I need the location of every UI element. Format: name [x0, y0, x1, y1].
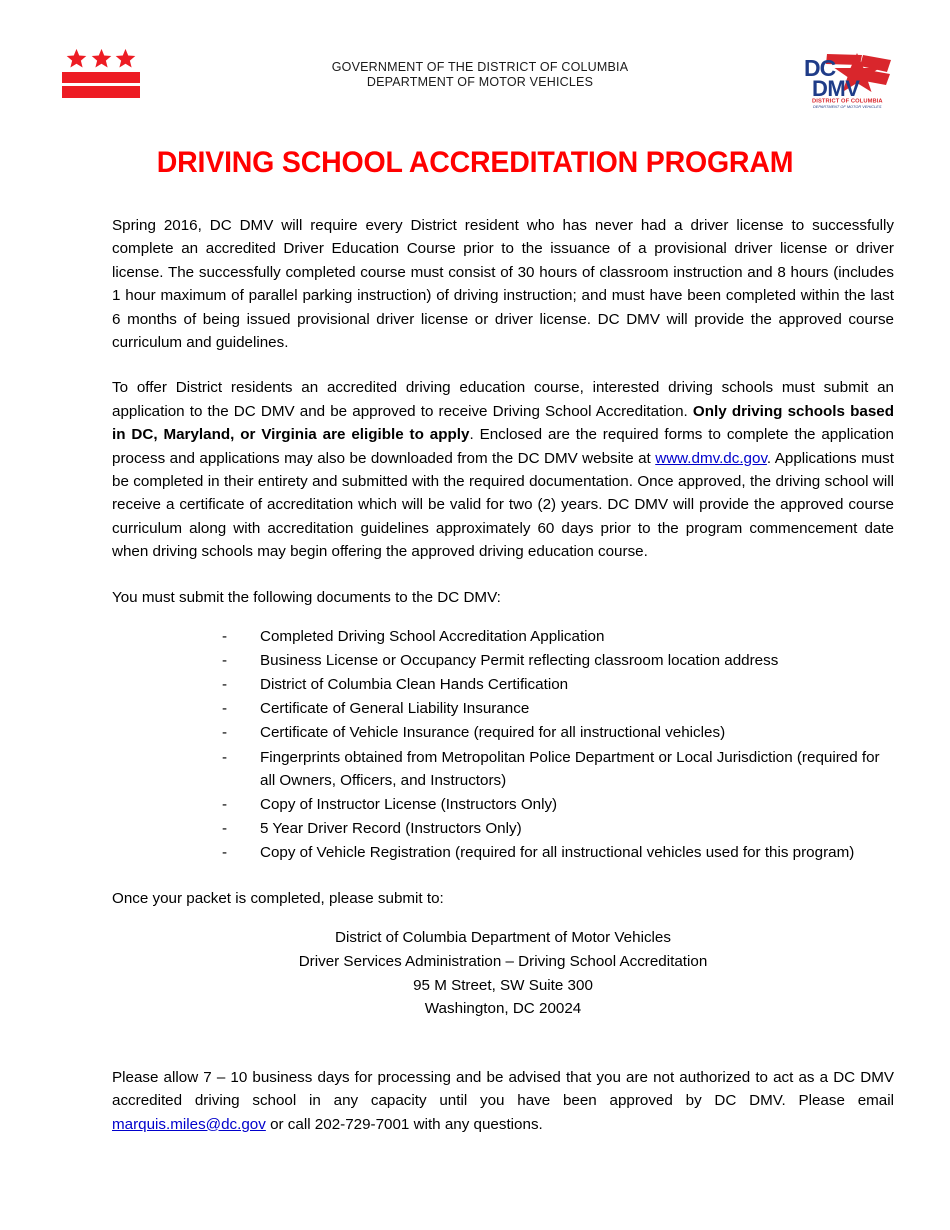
dc-flag-icon [62, 48, 140, 98]
list-item [222, 841, 894, 865]
list-bullet: - [222, 820, 228, 838]
para2-part-c: . Applications must be completed in their entirety and submitted with the required documentation. Once approved, the driving school will receive a certificate of accreditation which will be valid for two (2) years. DC DMV will provide the approved course curriculum along with accreditation guidelines approximately 60 days prior to the program commencement date when driving schools may begin offering the approved driving education course. [112, 449, 894, 561]
final-part-b: or call 202-729-7001 with any questions. [265, 1115, 543, 1133]
required-documents-list [112, 625, 894, 865]
list-item-label: Fingerprints obtained from Metropolitan Police Department or Local Jurisdiction (required for all Owners, Officers, and Instructors) [260, 748, 880, 790]
paragraph-accreditation [112, 376, 894, 563]
list-item-label: Business License or Occupancy Permit reflecting classroom location address [260, 652, 779, 670]
agency-line-2: DEPARTMENT OF MOTOR VEHICLES [366, 75, 594, 89]
star-icon [91, 48, 112, 69]
flag-stars [66, 48, 136, 70]
document-body [112, 214, 894, 1136]
logo-tagline-2: DEPARTMENT OF MOTOR VEHICLES [813, 105, 882, 109]
document-header [0, 0, 950, 130]
list-item-label: Certificate of Vehicle Insurance (required for all instructional vehicles) [260, 724, 726, 742]
para2-part-b: . Enclosed are the required forms to complete the application process and applications may also be downloaded from the DC DMV website at [112, 426, 894, 467]
logo-dmv-text: DMV [812, 76, 860, 101]
paragraph-processing-notice [112, 1066, 894, 1136]
list-item-label: Copy of Vehicle Registration (required for all instructional vehicles used for this program) [260, 844, 855, 862]
submit-documents-intro: You must submit the following documents to the DC DMV: [112, 588, 501, 606]
list-bullet: - [222, 652, 228, 670]
list-item-label: District of Columbia Clean Hands Certification [260, 676, 569, 694]
final-part-a: Please allow 7 – 10 business days for processing and be advised that you are not authorized to act as a DC DMV accredited driving school in any capacity until you have been approved by DC DMV. Please email [112, 1068, 894, 1110]
star-icon [66, 48, 87, 69]
flag-bar-upper [62, 72, 140, 83]
list-item [222, 649, 894, 673]
para2-part-a: To offer District residents an accredited driving education course, interested driving schools must submit an application to the DC DMV and be approved to receive Driving School Accreditation. [112, 379, 894, 420]
list-bullet: - [222, 700, 228, 718]
packet-submit-intro: Once your packet is completed, please submit to: [112, 890, 444, 908]
address-line-3: 95 M Street, SW Suite 300 [413, 976, 593, 994]
list-bullet: - [222, 844, 228, 862]
contact-email-link[interactable]: marquis.miles@dc.gov [112, 1115, 266, 1133]
list-item-label: Completed Driving School Accreditation Application [260, 628, 605, 646]
vertical-spacer [112, 1043, 894, 1066]
list-item [222, 817, 894, 841]
list-item [222, 721, 894, 745]
list-bullet: - [222, 724, 228, 742]
mailing-address-block [112, 926, 894, 1020]
dmv-website-link[interactable]: www.dmv.dc.gov [655, 449, 767, 467]
para2-emphasis: Only driving schools based in DC, Maryland, or Virginia are eligible to apply [112, 402, 895, 444]
address-line-4: Washington, DC 20024 [424, 1000, 582, 1018]
list-item [222, 625, 894, 649]
list-item [222, 673, 894, 697]
logo-tagline-1: DISTRICT OF COLUMBIA [812, 98, 883, 105]
address-line-1: District of Columbia Department of Motor Vehicles [335, 929, 671, 947]
agency-line-1: GOVERNMENT OF THE DISTRICT OF COLUMBIA [331, 60, 629, 74]
list-item-label: 5 Year Driver Record (Instructors Only) [260, 820, 522, 838]
list-item [222, 697, 894, 721]
paragraph-intro: Spring 2016, DC DMV will require every District resident who has never had a driver license to successfully complete an accredited Driver Education Course prior to the issuance of a provisional driver license or driver license. The successfully completed course must consist of 30 hours of classroom instruction and 8 hours (includes 1 hour maximum of parallel parking instruction) of driving instruction; and must have been completed within the last 6 months of being issued provisional driver license or driver license. DC DMV will provide the approved course curriculum and guidelines. [112, 217, 894, 352]
list-bullet: - [222, 748, 228, 766]
list-bullet: - [222, 796, 228, 814]
list-bullet: - [222, 676, 228, 694]
star-icon [115, 48, 136, 69]
agency-heading [230, 60, 730, 90]
address-line-2: Driver Services Administration – Driving School Accreditation [298, 953, 708, 971]
list-item [222, 793, 894, 817]
flag-bar-lower [62, 86, 140, 98]
dc-dmv-logo [798, 52, 898, 110]
list-item-label: Certificate of General Liability Insurance [260, 700, 530, 718]
dc-dmv-logo-graphic [798, 52, 898, 110]
list-bullet: - [222, 628, 228, 646]
list-item-label: Copy of Instructor License (Instructors Only) [260, 796, 558, 814]
logo-dc-text: DC [804, 55, 836, 81]
page-title: DRIVING SCHOOL ACCREDITATION PROGRAM [156, 146, 794, 179]
list-item [222, 746, 894, 793]
